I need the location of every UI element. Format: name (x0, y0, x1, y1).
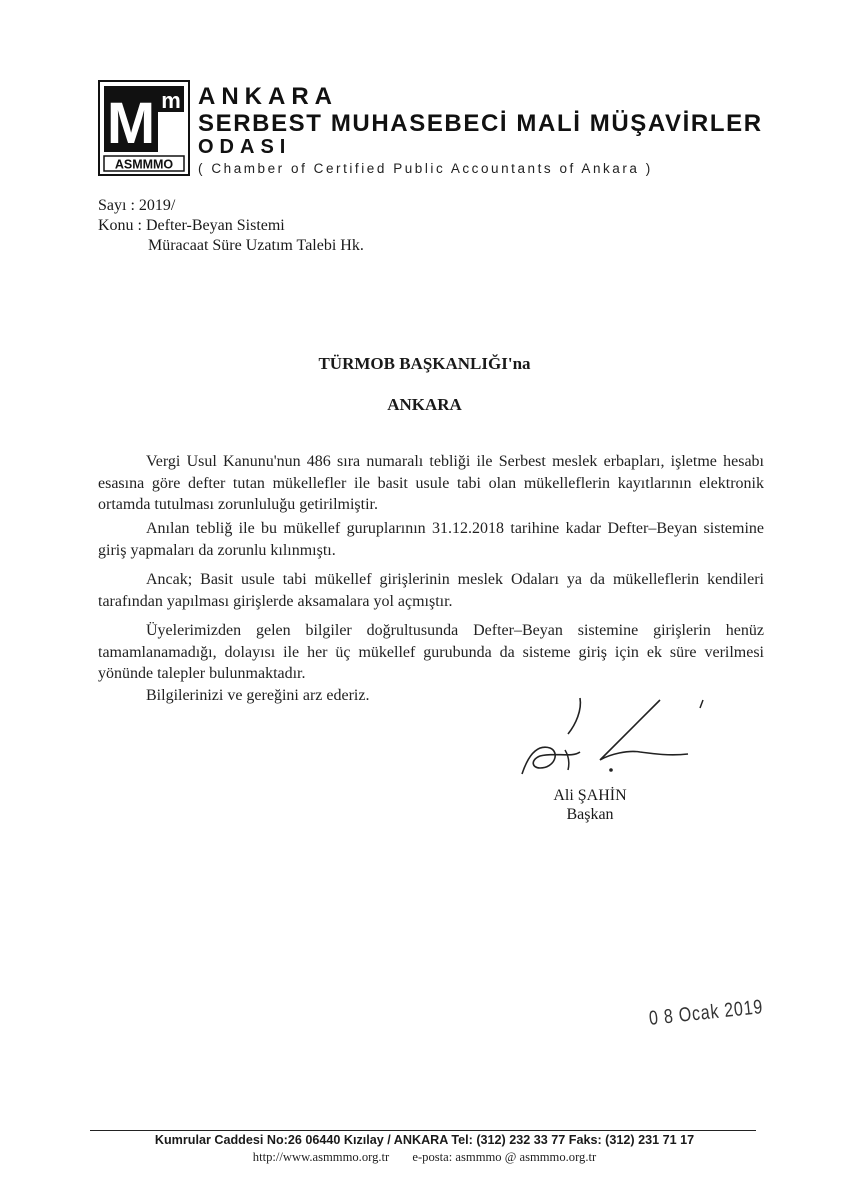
reference-subject: Konu : Defter-Beyan Sistemi (98, 217, 285, 234)
asmmmo-logo (98, 80, 190, 176)
svg-text:m: m (161, 88, 181, 113)
paragraph-3: Ancak; Basit usule tabi mükellef girişlerinin meslek Odaları ya da mükelleflerin kendileri tarafından yapılması girişlerde aksamalara yol açmıştır. (98, 571, 764, 610)
signer-name: Ali ŞAHİN (553, 787, 627, 804)
footer-email-link[interactable]: e-posta: asmmmo @ asmmmo.org.tr (412, 1150, 597, 1164)
org-subtitle: ( Chamber of Certified Public Accountants of Ankara ) (198, 161, 653, 176)
footer-contact (0, 1150, 849, 1165)
org-name-main: SERBEST MUHASEBECİ MALİ MÜŞAVİRLER (198, 110, 763, 137)
footer-address: Kumrular Caddesi No:26 06440 Kızılay / ANKARA Tel: (312) 232 33 77 Faks: (312) 231 71 17 (154, 1133, 695, 1147)
svg-text:M: M (106, 91, 156, 156)
footer-website-link[interactable]: http://www.asmmmo.org.tr (252, 1150, 390, 1164)
signer-title: Başkan (566, 806, 614, 823)
paragraph-closing: Bilgilerinizi ve gereğini arz ederiz. (146, 687, 370, 704)
paragraph-1: Vergi Usul Kanunu'nun 486 sıra numaralı tebliği ile Serbest meslek erbapları, işletme hesabı esasına göre defter tutan mükellefler ile basit usule tabi olan mükelleflerin kayıtlarının elektronik ortamda tutulması zorunluluğu getirilmiştir. (98, 453, 764, 513)
received-date-stamp: 0 8 Ocak 2019 (648, 996, 765, 1030)
org-name-city: ANKARA (198, 83, 338, 110)
reference-number: Sayı : 2019/ (98, 197, 176, 214)
paragraph-2: Anılan tebliğ ile bu mükellef guruplarının 31.12.2018 tarihine kadar Defter–Beyan sistemine giriş yapmaları da zorunlu kılınmıştı. (98, 520, 764, 559)
paragraph-4: Üyelerimizden gelen bilgiler doğrultusunda Defter–Beyan sistemine girişlerin henüz tamamlanamadığı, dolayısı ile her üç mükellef gurubunda da sisteme giriş için ek süre verilmesi yönünde talepler bulunmaktadır. (98, 622, 764, 682)
addressee-city: ANKARA (387, 395, 462, 414)
svg-text:ASMMMO: ASMMMO (114, 157, 174, 172)
handwritten-signature (510, 690, 710, 780)
addressee-name: TÜRMOB BAŞKANLIĞI'na (318, 354, 531, 373)
footer-divider (90, 1130, 756, 1131)
reference-subject-line2: Müracaat Süre Uzatım Talebi Hk. (148, 237, 364, 254)
org-name-odasi: ODASI (198, 136, 292, 158)
